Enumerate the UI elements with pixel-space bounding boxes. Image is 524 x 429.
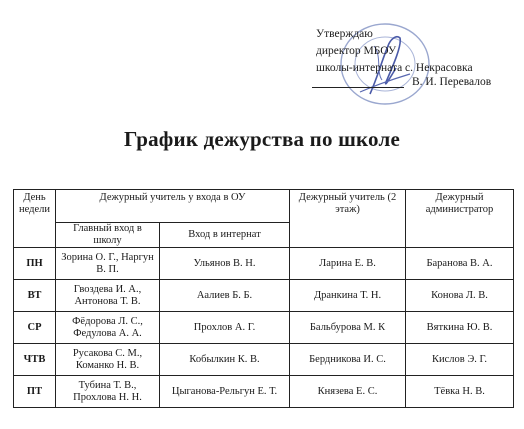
header-day: День недели	[14, 190, 56, 248]
approval-line-2: директор МБОУ	[316, 45, 397, 57]
cell-admin: Конова Л. В.	[406, 280, 514, 312]
header-internat-entrance: Вход в интернат	[160, 223, 290, 248]
cell-admin: Кислов Э. Г.	[406, 344, 514, 376]
cell-admin: Вяткина Ю. В.	[406, 312, 514, 344]
cell-internat-entrance: Цыганова-Рельгун Е. Т.	[160, 376, 290, 408]
cell-day: ВТ	[14, 280, 56, 312]
cell-admin: Баранова В. А.	[406, 248, 514, 280]
header-admin: Дежурный администратор	[406, 190, 514, 248]
table-row	[14, 376, 514, 408]
approval-line-1: Утверждаю	[316, 28, 373, 40]
signature-line	[312, 87, 404, 88]
duty-table	[13, 189, 514, 408]
cell-day: ПТ	[14, 376, 56, 408]
page-title: График дежурства по школе	[123, 127, 400, 151]
cell-floor2-teacher: Бальбурова М. К	[290, 312, 406, 344]
table-header-row	[14, 190, 514, 223]
cell-floor2-teacher: Бердникова И. С.	[290, 344, 406, 376]
table-row	[14, 248, 514, 280]
cell-admin: Тёвка Н. В.	[406, 376, 514, 408]
cell-floor2-teacher: Дранкина Т. Н.	[290, 280, 406, 312]
cell-day: ПН	[14, 248, 56, 280]
cell-main-entrance: Фёдорова Л. С., Федулова А. А.	[56, 312, 160, 344]
table-row	[14, 312, 514, 344]
cell-day: СР	[14, 312, 56, 344]
approval-line-3: школы-интерната с. Некрасовка	[316, 62, 473, 74]
cell-day: ЧТВ	[14, 344, 56, 376]
table-row	[14, 280, 514, 312]
approval-block	[316, 26, 516, 77]
header-floor2-teacher: Дежурный учитель (2 этаж)	[290, 190, 406, 248]
cell-internat-entrance: Ульянов В. Н.	[160, 248, 290, 280]
cell-floor2-teacher: Ларина Е. В.	[290, 248, 406, 280]
cell-main-entrance: Зорина О. Г., Наргун В. П.	[56, 248, 160, 280]
cell-internat-entrance: Кобылкин К. В.	[160, 344, 290, 376]
cell-internat-entrance: Прохлов А. Г.	[160, 312, 290, 344]
cell-floor2-teacher: Князева Е. С.	[290, 376, 406, 408]
cell-main-entrance: Тубина Т. В., Прохлова Н. Н.	[56, 376, 160, 408]
cell-main-entrance: Гвоздева И. А., Антонова Т. В.	[56, 280, 160, 312]
table-row	[14, 344, 514, 376]
cell-main-entrance: Русакова С. М., Команко Н. В.	[56, 344, 160, 376]
signer-name: В. И. Перевалов	[412, 76, 492, 88]
cell-internat-entrance: Аалиев Б. Б.	[160, 280, 290, 312]
header-main-entrance: Главный вход в школу	[56, 223, 160, 248]
header-entrance-teacher: Дежурный учитель у входа в ОУ	[56, 190, 290, 223]
